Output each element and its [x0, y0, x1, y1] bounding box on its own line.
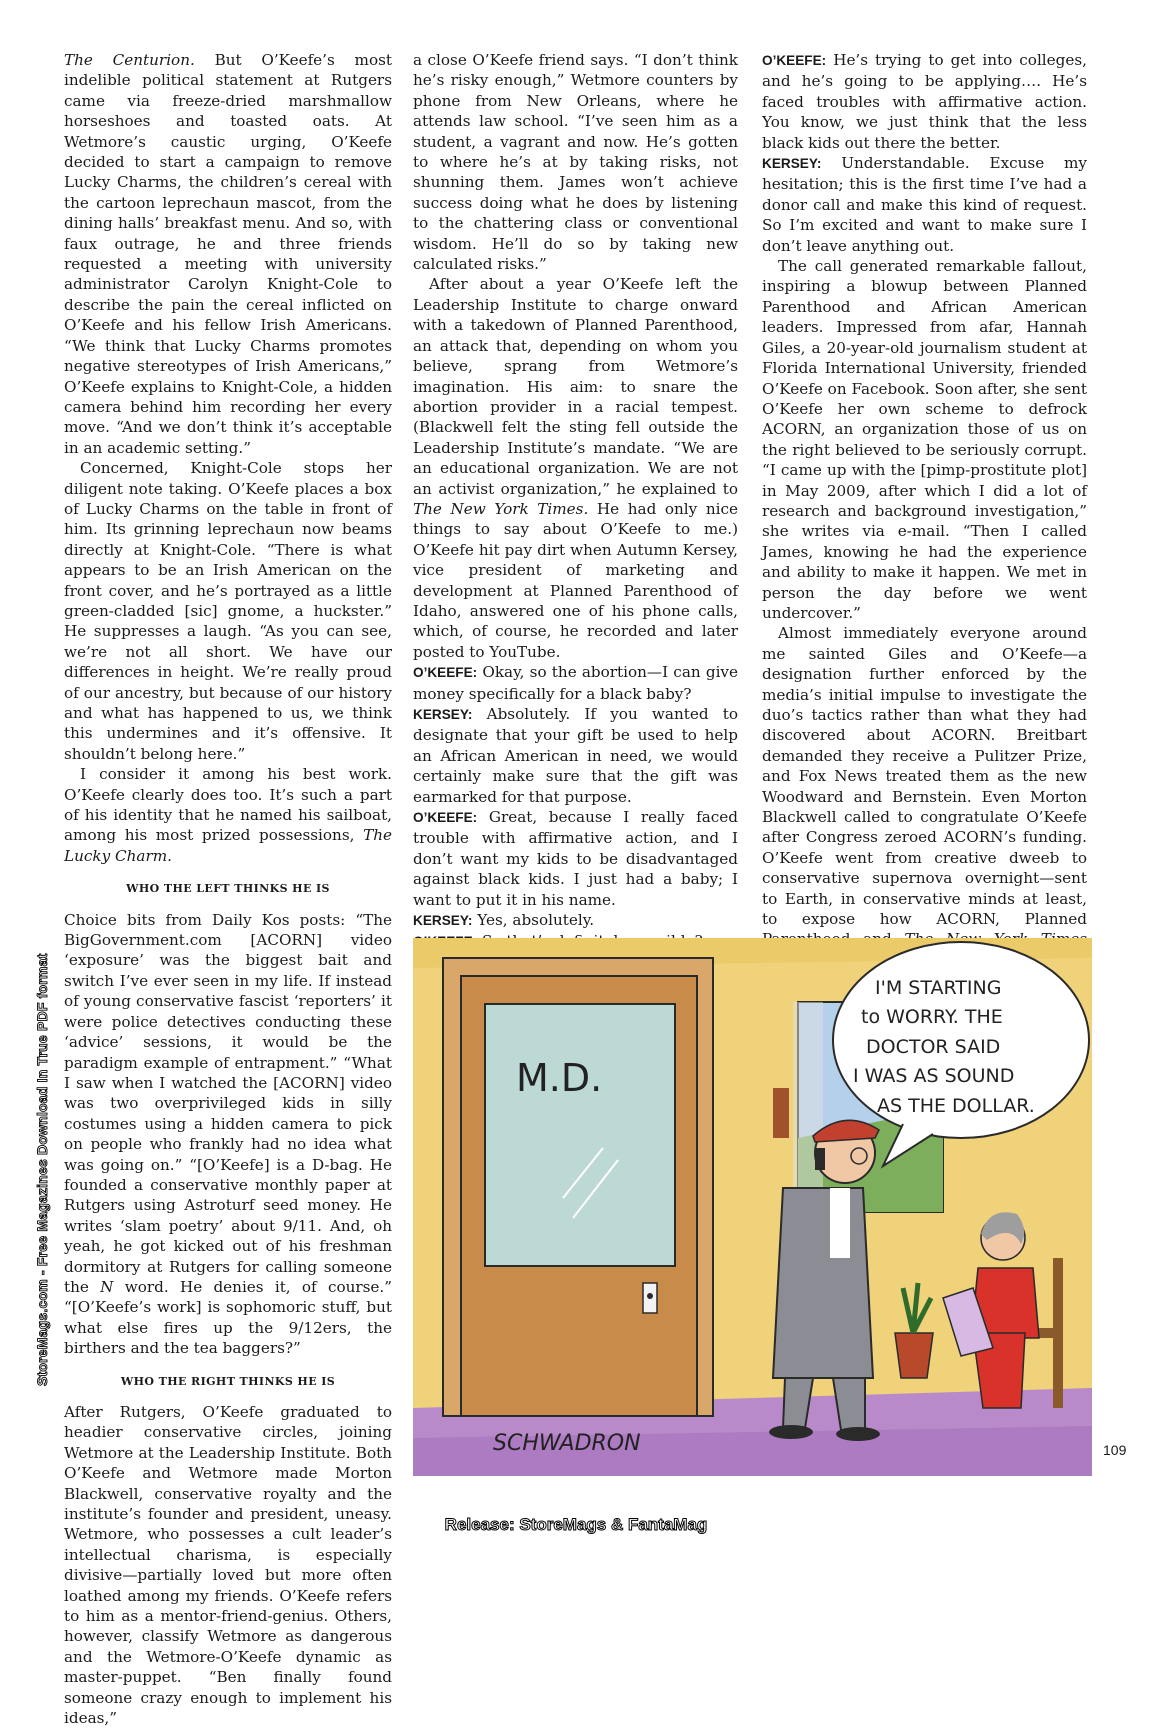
cartoon-signature: SCHWADRON — [493, 1431, 641, 1456]
paragraph: The call generated remarkable fallout, inspiring a blowup between Planned Parenthood and African American leaders. Impressed from afar, Hannah Giles, a 20-year-old journalism student at Florida International University, friended O’Keefe on Facebook. Soon after, she sent O’Keefe her own scheme to defrock ACORN, an organization those of us on the right believed to be seriously corrupt. “I came up with the [pimp-prostitute plot] in May 2009, after which I did a lot of research and background investigation,” she writes via e-mail. “Then I called James, knowing he had the experience and ability to make it happen. We met in person the day before we went undercover.” — [762, 257, 1087, 622]
side-watermark: StoreMags.com - Free Magazines Download In True PDF format — [34, 953, 50, 1386]
paragraph: a close O’Keefe friend says. “I don’t think he’s risky enough,” Wetmore counters by phone from New Orleans, where he attends law school. “I’ve seen him as a student, a vagrant and now. He’s gotten to where he’s at by taking risks, not shunning them. James won’t achieve success doing what he does by listening to the chattering class or conventional wisdom. He’ll do so by taking new calculated risks.” — [413, 51, 738, 274]
paragraph: Almost immediately everyone around me sainted Giles and O’Keefe—a designation further enforced by the media’s initial impulse to investigate the duo’s tactics rather than what they had discovered about ACORN. Breitbart demanded they receive a Pulitzer Prize, and Fox News treated them as the new Woodward and Bernstein. Even Morton Blackwell called to congratulate O’Keefe after Congress zeroed ACORN’s funding. O’Keefe went from creative dweeb to conservative supernova overnight—sent to Earth, in conservative minds at least, to expose how ACORN, Planned — [762, 624, 1087, 929]
speech-line: DOCTOR SAID — [866, 1036, 1001, 1058]
dialogue-line: KERSEY: Absolutely. If you wanted to designate that your gift be used to help an African American in need, we would certainly make sure that the gift was earmarked for that purpose. — [413, 705, 738, 806]
paragraph: The Centurion. But O’Keefe’s most indelible political statement at Rutgers came via freeze-dried marshmallow horseshoes and toasted oats. At Wetmore’s caustic urging, O’Keefe decided to start a campaign to remove Lucky Charms, the children’s cereal with the cartoon leprechaun mascot, from the dining halls’ breakfast menu. And so, with faux outrage, he and three friends requested a meeting with university administrator Carolyn Knight-Cole to describe the pain the cereal inflicted on O’Keefe and his fellow Irish Americans. “We think that Lucky Charms promotes negative stereotypes of Irish Americans,” O’Keefe explains to Knight-Cole, a hidden camera behind him recording her every move. “And we don’t think it’s acceptable in an academic setting.” — [64, 51, 392, 457]
page-number: 109 — [1103, 1442, 1127, 1458]
door-sign: M.D. — [516, 1056, 603, 1100]
article-column-2 — [413, 50, 738, 974]
section-heading-left: WHO THE LEFT THINKS HE IS — [126, 882, 330, 896]
speech-line: to WORRY. THE — [861, 1006, 1003, 1028]
paragraph: After about a year O’Keefe left the Leadership Institute to charge onward with a takedown of Planned Parenthood, an attack that, depending on whom you believe, sprang from Wetmore’s imagination. His aim: to snare the abortion provider in a racial tempest. (Blackwell felt the sting fell outside the Leadership Institute’s mandate. “We are an educational organization. We are not an activist organization,” he explained to The New York Times. He had only nice things to say about O’Keefe to me.) O’Keefe hit pay dirt when Autumn Kersey, vice president of marketing and development at Planned Parenthood of Idaho, answered one of his phone calls, which, of course, he recorded and later posted to YouTube. — [413, 275, 738, 661]
article-column-3 — [762, 50, 1087, 970]
dialogue-line: O’KEEFE: Great, because I really faced trouble with affirmative action, and I don’t want my kids to be disadvantaged against black kids. I just had a baby; I want to put it in his name. — [413, 808, 738, 909]
release-credit: Release: StoreMags & FantaMag — [444, 1515, 708, 1534]
paragraph: I consider it among his best work. O’Keefe clearly does too. It’s such a part of his identity that he named his sailboat, among his most prized possessions, The Lucky Charm. — [64, 765, 392, 865]
cartoon-plant-pot — [895, 1333, 933, 1378]
article-column-1 — [64, 50, 392, 1729]
section-heading-right: WHO THE RIGHT THINKS HE IS — [120, 1374, 336, 1388]
paragraph: After Rutgers, O’Keefe graduated to headier conservative circles, joining Wetmore at the Leadership Institute. Both O’Keefe and Wetmore made Morton Blackwell, conservative royalty and the institute’s founder and president, uneasy. Wetmore, who possesses a cult leader’s intellectual charisma, is especially divisive—partially loved but more often loathed among my friends. O’Keefe refers to him as a mentor-friend-genius. Others, however, classify Wetmore as dangerous and the Wetmore-O’Keefe dynamic as master-puppet. “Ben finally found someone crazy enough to implement his ideas,” — [64, 1403, 392, 1728]
cartoon-illustration — [413, 938, 1092, 1476]
speech-line: AS THE DOLLAR. — [877, 1095, 1035, 1117]
paragraph: Concerned, Knight-Cole stops her diligent note taking. O’Keefe places a box of Lucky Charms on the table in front of him. Its grinning leprechaun now beams directly at Knight-Cole. “There is what appears to be an Irish American on the front cover, and he’s portrayed as a little green-cladded [sic] gnome, a huckster.” He suppresses a laugh. “As you can see, we’re not all short. We have our differences in height. We’re really proud of our ancestry, but because of our history and what has happened to us, we think this undermines and it’s offensive. It shouldn’t belong here.” — [64, 459, 392, 763]
paragraph: Choice bits from Daily Kos posts: “The BigGovernment.com [ACORN] video ‘exposure’ was the biggest bait and switch I’ve ever seen in my life. If instead of young conservative fascist ‘reporters’ it were police detectives conducting these ‘advice’ sessions, it would be the paradigm example of entrapment.” “What I saw when I watched the [ACORN] video was two overprivileged kids in silly costumes using a hidden camera to pick on people who frankly had no idea what was going on.” “[O’Keefe] is a D-bag. He founded a conservative monthly paper at Rutgers using Astroturf seed money. He writes ‘slam poetry’ about 9/11. And, oh yeah, he got kicked out of his freshman dormitory at Rutgers for calling someone the N word. He denies it, of course.” “[O’Keefe’s work] is sophomoric stuff, but what else fires up the 9/12ers, the birthers and the tea baggers?” — [64, 910, 393, 1358]
cartoon-door-window — [485, 1004, 675, 1266]
speech-line: I WAS AS SOUND — [853, 1065, 1015, 1087]
dialogue-line: O’KEEFE: He’s trying to get into colleges, and he’s going to be applying…. He’s faced troubles with affirmative action. You know, we just think that the less black kids out there the better. — [762, 51, 1087, 152]
dialogue-line: O’KEEFE: Okay, so the abortion—I can give money specifically for a black baby? — [413, 663, 738, 703]
dialogue-line: KERSEY: Understandable. Excuse my hesitation; this is the first time I’ve had a donor call and make this kind of request. So I’m excited and want to make sure I don’t leave anything out. — [762, 154, 1087, 255]
dialogue-line: KERSEY: Yes, absolutely. — [413, 911, 595, 930]
speech-line: I'M STARTING — [875, 977, 1002, 999]
